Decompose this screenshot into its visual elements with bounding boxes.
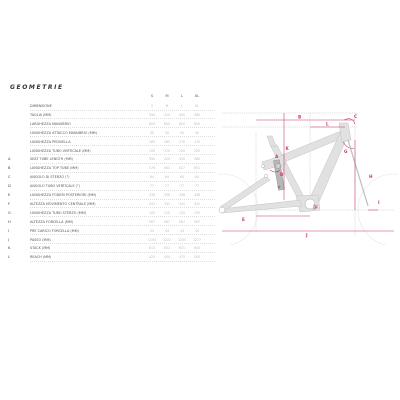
row-value: 44 xyxy=(164,228,170,233)
row-value: 200 xyxy=(178,148,186,153)
row-value: 77 xyxy=(194,184,200,189)
table-row xyxy=(0,129,215,138)
diagram-label-J: J xyxy=(306,232,308,238)
row-value: 640 xyxy=(193,246,201,251)
row-value: 77 xyxy=(179,184,185,189)
diagram-label-C: C xyxy=(354,114,358,119)
row-value: 627 xyxy=(178,166,186,171)
row-code: D xyxy=(8,184,11,189)
row-value: 622 xyxy=(163,246,171,251)
table-row xyxy=(0,253,215,262)
row-value: 341 xyxy=(178,201,186,206)
shock-reservoir xyxy=(276,164,281,169)
row-label: STACK (MM) xyxy=(30,246,51,251)
row-value: 567 xyxy=(163,219,171,224)
row-divider xyxy=(30,261,215,262)
row-value: 50 xyxy=(149,130,155,135)
row-label: LUNGHEZZA TOP TUBE (MM) xyxy=(30,166,79,171)
row-value: 567 xyxy=(193,219,201,224)
page-title: GEOMETRIE xyxy=(10,84,64,91)
row-code: J xyxy=(8,237,10,242)
diagram-label-G: G xyxy=(344,149,348,154)
row-value: 50 xyxy=(164,130,170,135)
row-label: LUNGHEZZA TUBO STERZO (MM) xyxy=(30,210,86,215)
row-value: S xyxy=(150,104,154,108)
row-value: 115 xyxy=(163,210,171,215)
row-value: 105 xyxy=(148,210,156,215)
row-value: 567 xyxy=(178,219,186,224)
diagram-label-E: E xyxy=(242,217,245,222)
table-row xyxy=(0,236,215,245)
table-row xyxy=(0,111,215,120)
shock-mount xyxy=(278,186,281,189)
row-value: 170 xyxy=(163,148,171,153)
bike-frame xyxy=(220,123,351,213)
row-value: 44 xyxy=(149,228,155,233)
row-value: 450 xyxy=(178,112,186,117)
rear-axle xyxy=(219,207,225,213)
row-code: K xyxy=(8,246,11,251)
row-value: 77 xyxy=(149,184,155,189)
row-value: 200 xyxy=(193,148,201,153)
row-value: 165 xyxy=(148,139,156,144)
row-value: 800 xyxy=(178,121,186,126)
row-label: REACH (MM) xyxy=(30,255,52,260)
row-label: LUNGHEZZA PEDIVELLA xyxy=(30,139,71,144)
table-row xyxy=(0,120,215,129)
table-row xyxy=(0,191,215,200)
diagram-label-H: H xyxy=(369,174,373,179)
seat-post xyxy=(267,136,276,147)
diagram-label-K: K xyxy=(285,146,289,151)
row-value: 438 xyxy=(148,193,156,197)
row-value: 475 xyxy=(178,255,186,260)
row-value: 480 xyxy=(193,157,201,162)
row-label: LUNGHEZZA FODERI POSTERIORI (MM) xyxy=(30,193,96,197)
row-code: G xyxy=(8,210,11,215)
row-value: 170 xyxy=(193,139,201,144)
row-value: 613 xyxy=(148,246,156,251)
table-row xyxy=(0,209,215,218)
row-label: ANGOLO DI STERZO (°) xyxy=(30,175,70,180)
row-value: 631 xyxy=(178,246,186,251)
table-row xyxy=(0,200,215,209)
table-row xyxy=(0,218,215,227)
row-value: 125 xyxy=(178,210,186,215)
row-value: 602 xyxy=(163,166,171,171)
row-value: 425 xyxy=(148,255,156,260)
row-code: I xyxy=(8,228,10,233)
row-value: 800 xyxy=(193,121,201,126)
row-code: F xyxy=(8,201,11,206)
row-value: 438 xyxy=(163,193,171,197)
diagram-label-L: L xyxy=(326,121,329,127)
row-label: ANGOLO TUBO VERTICALE (°) xyxy=(30,184,81,189)
row-label: ALTEZZA FORCELLA (MM) xyxy=(30,219,74,224)
row-value: 500 xyxy=(193,255,201,260)
row-value: 1250 xyxy=(177,237,187,242)
diagram-label-A: A xyxy=(275,154,279,159)
bottom-bracket xyxy=(305,199,315,209)
row-value: 1222 xyxy=(162,237,172,242)
table-row xyxy=(0,147,215,156)
row-value: 1194 xyxy=(147,237,157,242)
fork xyxy=(348,140,368,206)
row-value: 438 xyxy=(178,193,186,197)
row-value: 420 xyxy=(163,157,171,162)
row-label: ALTEZZA MOVIMENTO CENTRALE (MM) xyxy=(30,201,96,206)
table-row xyxy=(0,244,215,253)
row-label: PRE CARICO FORCELLA (MM) xyxy=(30,228,79,233)
pivot-point xyxy=(261,164,264,167)
row-value: 341 xyxy=(163,201,171,206)
front-wheel xyxy=(358,174,398,245)
row-value: 390 xyxy=(148,157,156,162)
row-label: SEAT TUBE LENGTH (MM) xyxy=(30,157,73,162)
diagram-label-I: I xyxy=(378,200,380,205)
row-value: 480 xyxy=(193,112,201,117)
diagram-label-D: D xyxy=(280,172,284,177)
fork-leg xyxy=(348,140,368,206)
row-value: XL xyxy=(195,104,199,108)
row-value: 800 xyxy=(148,121,156,126)
row-code: H xyxy=(8,219,11,224)
table-row xyxy=(0,138,215,147)
size-header: S xyxy=(150,94,154,98)
row-code: E xyxy=(8,193,11,197)
size-header: L xyxy=(180,94,183,98)
diagram-label-F: F xyxy=(315,205,318,210)
row-code: L xyxy=(8,255,11,260)
row-code: C xyxy=(8,175,11,180)
row-value: 341 xyxy=(148,201,156,206)
row-value: 44 xyxy=(179,228,185,233)
table-row xyxy=(0,164,215,173)
row-label: LARGHEZZA MANUBRIO xyxy=(30,121,71,126)
row-value: M xyxy=(165,104,169,108)
table-row xyxy=(0,155,215,164)
row-value: 420 xyxy=(163,112,171,117)
row-value: 44 xyxy=(194,228,200,233)
row-value: 135 xyxy=(193,210,201,215)
row-value: 800 xyxy=(163,121,171,126)
row-value: L xyxy=(181,104,183,108)
row-value: 567 xyxy=(148,219,156,224)
frame-geometry-diagram xyxy=(218,100,398,245)
row-label: PASSO (MM) xyxy=(30,237,51,242)
row-value: 576 xyxy=(148,166,156,171)
size-header: XL xyxy=(194,94,200,98)
row-code: A xyxy=(8,157,11,162)
row-label: DIMENSIONE xyxy=(30,104,52,108)
row-value: 450 xyxy=(178,157,186,162)
size-header: M xyxy=(165,94,169,98)
row-value: 165 xyxy=(163,139,171,144)
row-value: 651 xyxy=(193,166,201,171)
row-value: 170 xyxy=(178,139,186,144)
row-value: 390 xyxy=(148,112,156,117)
table-row xyxy=(0,173,215,182)
row-value: 77 xyxy=(164,184,170,189)
row-value: 64 xyxy=(179,175,185,180)
row-value: 450 xyxy=(163,255,171,260)
row-label: TAGLIA (MM) xyxy=(30,112,52,117)
row-label: LUNGHEZZA TUBO VERTICALE (MM) xyxy=(30,148,91,153)
row-value: 150 xyxy=(148,148,156,153)
table-row xyxy=(0,182,215,191)
row-value: 64 xyxy=(164,175,170,180)
row-value: 50 xyxy=(179,130,185,135)
row-value: 1277 xyxy=(192,237,202,242)
row-value: 64 xyxy=(149,175,155,180)
table-row xyxy=(0,102,215,111)
diagram-label-B: B xyxy=(298,114,302,120)
row-value: 341 xyxy=(193,201,201,206)
row-value: 50 xyxy=(194,130,200,135)
row-label: LUNGHEZZA ATTACCO MANUBRIO (MM) xyxy=(30,130,97,135)
pivot-point xyxy=(264,174,267,177)
row-code: B xyxy=(8,166,11,171)
row-value: 64 xyxy=(194,175,200,180)
row-value: 438 xyxy=(193,193,201,197)
table-row xyxy=(0,227,215,236)
